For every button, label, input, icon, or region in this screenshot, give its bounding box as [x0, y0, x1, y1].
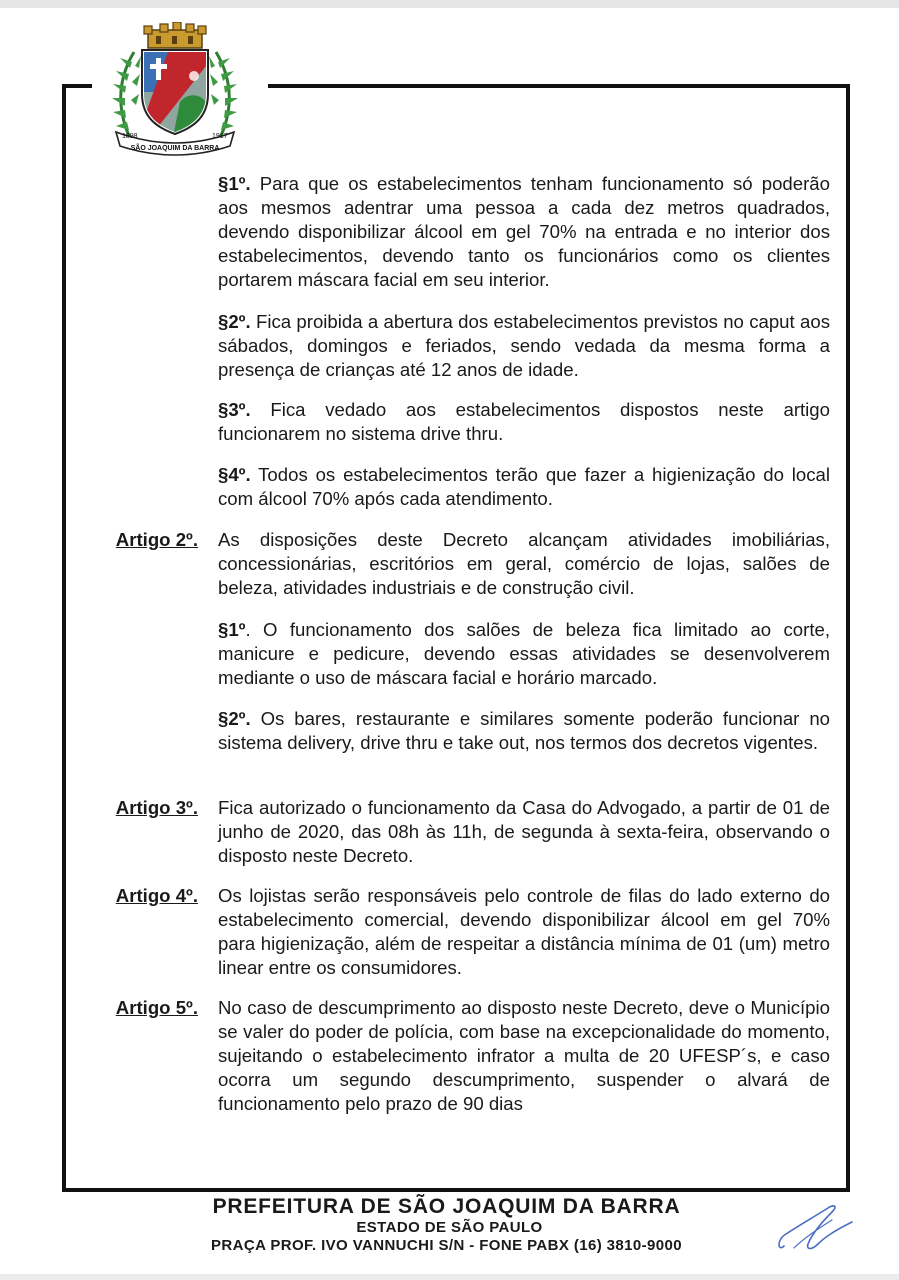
paragraph-2-art1 [218, 310, 830, 382]
paragraph-1-art2 [218, 618, 830, 690]
paragraph-lead: §2º. [218, 708, 251, 729]
scan-edge-bottom [0, 1274, 899, 1280]
signature-icon [772, 1200, 858, 1256]
paragraph-1-art1 [218, 172, 830, 292]
paragraph-text: Todos os estabelecimentos terão que fazer a higienização do local com álcool 70% após cada atendimento. [218, 464, 830, 509]
scan-edge-top [0, 0, 899, 8]
paragraph-lead: §3º. [218, 399, 251, 420]
article-2-text: As disposições deste Decreto alcançam atividades imobiliárias, concessionárias, escritórios em geral, comércio de lojas, salões de beleza, atividades industriais e de construção civil. [218, 529, 830, 598]
paragraph-2-art2 [218, 707, 830, 755]
article-5-label: Artigo 5º. [115, 997, 198, 1018]
paragraph-lead: §4º. [218, 464, 251, 485]
crest-year-right: 1917 [212, 133, 228, 140]
article-4-text: Os lojistas serão responsáveis pelo controle de filas do lado externo do estabelecimento comercial, devendo disponibilizar álcool em gel 70% para higienização, além de respeitar a distância mínima de 01 (um) metro linear entre os consumidores. [218, 885, 830, 978]
coat-of-arms-icon [108, 22, 242, 156]
paragraph-lead: §1º. [218, 173, 251, 194]
article-3-label: Artigo 3º. [115, 797, 198, 818]
article-4-label: Artigo 4º. [115, 885, 198, 906]
paragraph-text: Fica vedado aos estabelecimentos dispostos neste artigo funcionarem no sistema drive thru. [218, 399, 830, 444]
paragraph-text: Para que os estabelecimentos tenham funcionamento só poderão aos mesmos adentrar uma pessoa a cada dez metros quadrados, devendo disponibilizar álcool em gel 70% na entrada e no interior dos estabelecimentos, devendo tanto os funcionários como os clientes portarem máscara facial em seu interior. [218, 173, 830, 290]
paragraph-text: Fica proibida a abertura dos estabelecimentos previstos no caput aos sábados, domingos e feriados, sendo vedada da mesma forma a presença de crianças até 12 anos de idade. [218, 311, 830, 380]
article-3-text: Fica autorizado o funcionamento da Casa do Advogado, a partir de 01 de junho de 2020, das 08h às 11h, de segunda à sexta-feira, observando o disposto neste Decreto. [218, 797, 830, 866]
paragraph-4-art1 [218, 463, 830, 511]
paragraph-lead: §2º. [218, 311, 251, 332]
paragraph-text: . O funcionamento dos salões de beleza fica limitado ao corte, manicure e pedicure, devendo essas atividades se desenvolverem mediante o uso de máscara facial e horário marcado. [218, 619, 830, 688]
paragraph-lead: §1º [218, 619, 246, 640]
paragraph-text: Os bares, restaurante e similares somente poderão funcionar no sistema delivery, drive thru e take out, nos termos dos decretos vigentes. [218, 708, 830, 753]
article-2-label: Artigo 2º. [115, 529, 198, 550]
crest-year-left: 1898 [122, 133, 138, 140]
article-5-text: No caso de descumprimento ao disposto neste Decreto, deve o Município se valer do poder de polícia, com base na excepcionalidade do momento, sujeitando o estabelecimento infrator a multa de 20 UFESP´s, e caso ocorra um segundo descumprimento, suspender o alvará de funcionamento pelo prazo de 90 dias [218, 997, 830, 1114]
paragraph-3-art1 [218, 398, 830, 446]
footer-state: ESTADO DE SÃO PAULO [356, 1219, 543, 1236]
footer-title: PREFEITURA DE SÃO JOAQUIM DA BARRA [212, 1195, 681, 1218]
crest-banner-text: SÃO JOAQUIM DA BARRA [130, 145, 220, 152]
footer-address: PRAÇA PROF. IVO VANNUCHI S/N - FONE PABX (16) 3810-9000 [211, 1237, 682, 1254]
